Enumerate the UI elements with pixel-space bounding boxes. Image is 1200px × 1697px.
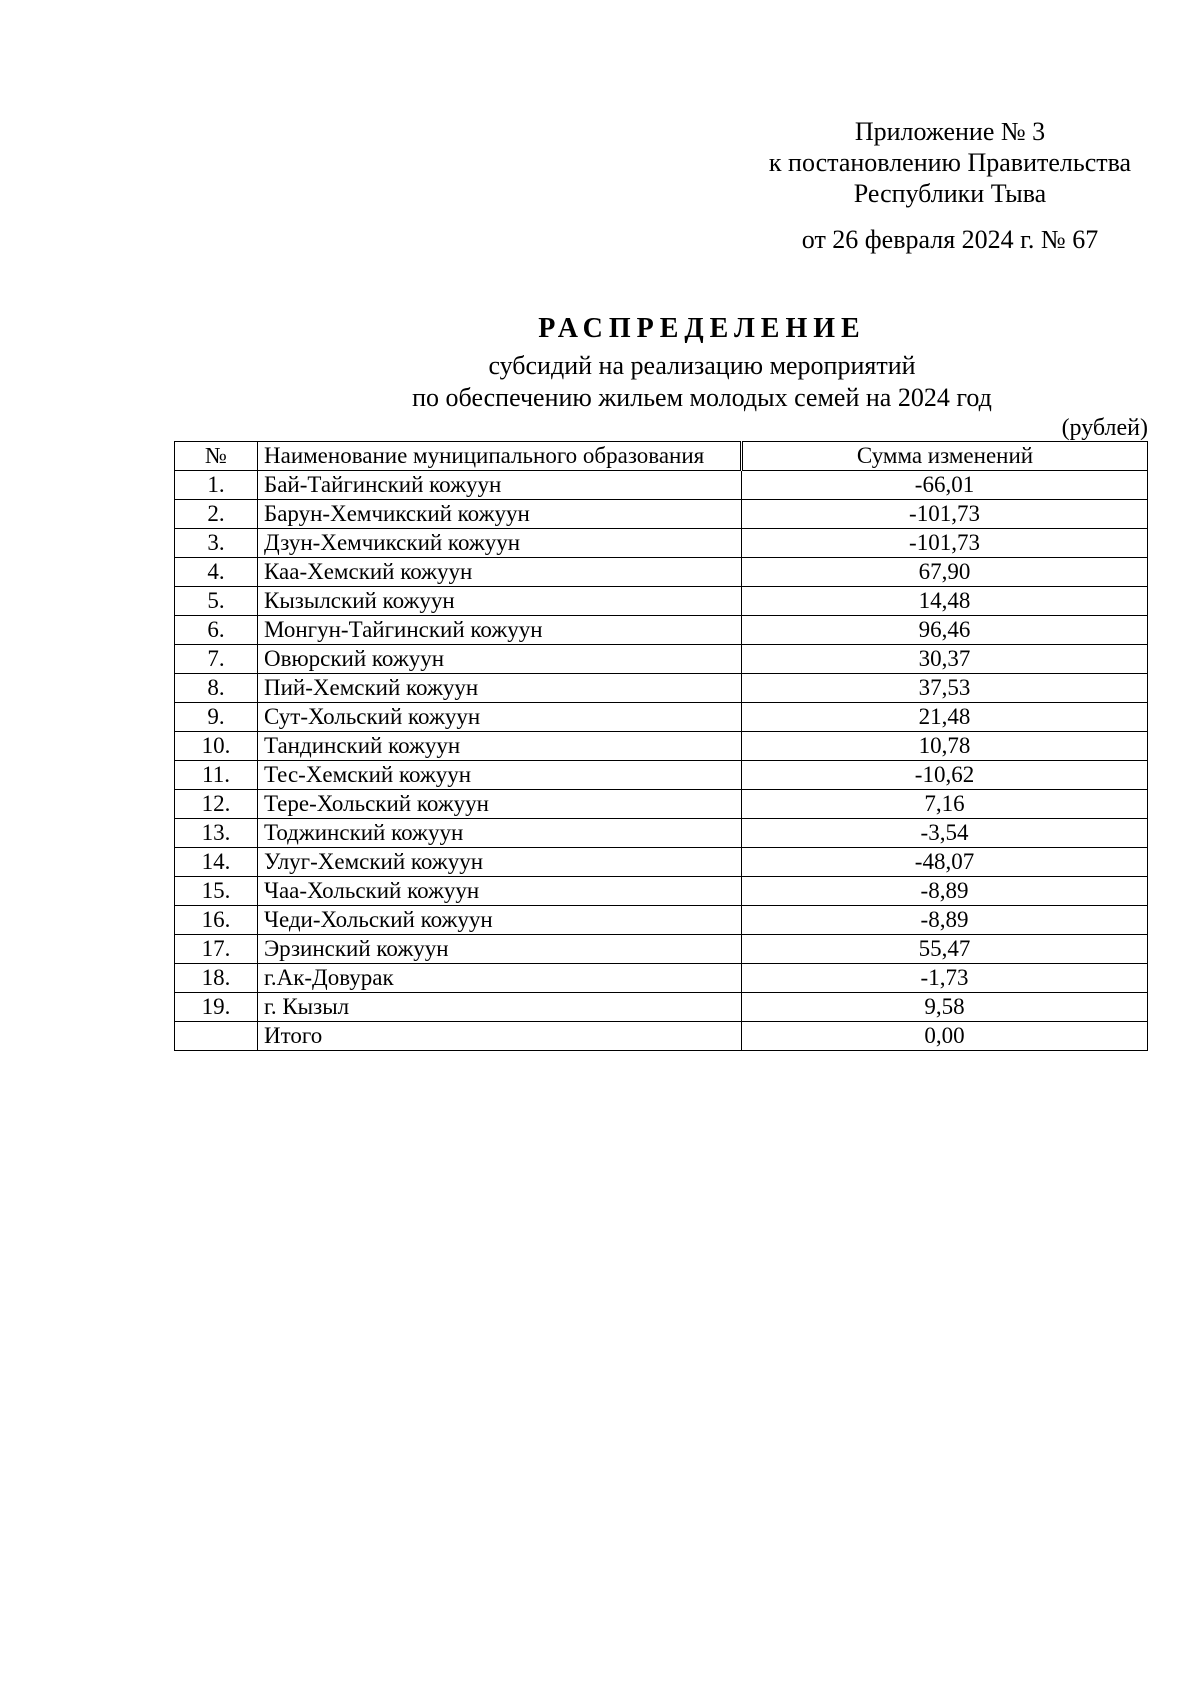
row-name: Кызылский кожуун xyxy=(258,587,742,616)
table-row xyxy=(175,529,1148,558)
table-row xyxy=(175,558,1148,587)
row-sum: 67,90 xyxy=(742,558,1148,587)
table-row xyxy=(175,935,1148,964)
row-sum: -8,89 xyxy=(742,906,1148,935)
table-header-row xyxy=(175,442,1148,471)
row-num: 13. xyxy=(175,819,258,848)
row-name: Дзун-Хемчикский кожуун xyxy=(258,529,742,558)
row-name: Пий-Хемский кожуун xyxy=(258,674,742,703)
units-label: (рублей) xyxy=(1061,415,1148,441)
table-total-row xyxy=(175,1022,1148,1051)
attachment-republic: Республики Тыва xyxy=(853,179,1047,208)
table-row xyxy=(175,761,1148,790)
row-sum: -48,07 xyxy=(742,848,1148,877)
row-sum: 9,58 xyxy=(742,993,1148,1022)
row-num: 6. xyxy=(175,616,258,645)
table-row xyxy=(175,500,1148,529)
table-row xyxy=(175,732,1148,761)
row-sum: -66,01 xyxy=(742,471,1148,500)
row-sum: -10,62 xyxy=(742,761,1148,790)
attachment-date: от 26 февраля 2024 г. № 67 xyxy=(801,225,1099,254)
header-num: № xyxy=(175,442,258,471)
row-sum: 96,46 xyxy=(742,616,1148,645)
row-num: 18. xyxy=(175,964,258,993)
total-sum: 0,00 xyxy=(742,1022,1148,1051)
row-sum: 55,47 xyxy=(742,935,1148,964)
row-name: Сут-Хольский кожуун xyxy=(258,703,742,732)
row-num: 15. xyxy=(175,877,258,906)
table-row xyxy=(175,645,1148,674)
row-name: Овюрский кожуун xyxy=(258,645,742,674)
total-label: Итого xyxy=(258,1022,742,1051)
row-num: 9. xyxy=(175,703,258,732)
table-row xyxy=(175,616,1148,645)
row-sum: 30,37 xyxy=(742,645,1148,674)
row-sum: 7,16 xyxy=(742,790,1148,819)
row-sum: 37,53 xyxy=(742,674,1148,703)
row-sum: 10,78 xyxy=(742,732,1148,761)
attachment-number: Приложение № 3 xyxy=(854,117,1046,146)
subtitle-line-2: по обеспечению жильем молодых семей на 2024 год xyxy=(412,383,992,412)
row-name: Чеди-Хольский кожуун xyxy=(258,906,742,935)
row-sum: -3,54 xyxy=(742,819,1148,848)
row-name: Барун-Хемчикский кожуун xyxy=(258,500,742,529)
row-name: Эрзинский кожуун xyxy=(258,935,742,964)
row-name: Монгун-Тайгинский кожуун xyxy=(258,616,742,645)
document-subtitle xyxy=(330,350,1074,414)
row-num: 12. xyxy=(175,790,258,819)
table-row xyxy=(175,906,1148,935)
row-num: 5. xyxy=(175,587,258,616)
row-num: 17. xyxy=(175,935,258,964)
row-name: Чаа-Хольский кожуун xyxy=(258,877,742,906)
document-title: РАСПРЕДЕЛЕНИЕ xyxy=(538,313,866,344)
table-row xyxy=(175,877,1148,906)
row-name: Тоджинский кожуун xyxy=(258,819,742,848)
table-row xyxy=(175,703,1148,732)
table-row xyxy=(175,993,1148,1022)
row-num: 4. xyxy=(175,558,258,587)
row-num: 7. xyxy=(175,645,258,674)
row-num: 3. xyxy=(175,529,258,558)
row-num: 2. xyxy=(175,500,258,529)
row-num: 16. xyxy=(175,906,258,935)
row-num: 19. xyxy=(175,993,258,1022)
table-row xyxy=(175,587,1148,616)
total-num xyxy=(175,1022,258,1051)
distribution-table xyxy=(174,441,1148,1051)
row-name: г.Ак-Довурак xyxy=(258,964,742,993)
table-row xyxy=(175,674,1148,703)
row-sum: -8,89 xyxy=(742,877,1148,906)
subtitle-line-1: субсидий на реализацию мероприятий xyxy=(488,351,916,380)
row-name: Улуг-Хемский кожуун xyxy=(258,848,742,877)
row-sum: -101,73 xyxy=(742,529,1148,558)
attachment-header xyxy=(740,116,1160,255)
row-num: 10. xyxy=(175,732,258,761)
row-sum: -101,73 xyxy=(742,500,1148,529)
row-name: Каа-Хемский кожуун xyxy=(258,558,742,587)
row-name: Тес-Хемский кожуун xyxy=(258,761,742,790)
row-sum: 14,48 xyxy=(742,587,1148,616)
header-name: Наименование муниципального образования xyxy=(258,442,742,471)
row-name: г. Кызыл xyxy=(258,993,742,1022)
row-num: 11. xyxy=(175,761,258,790)
row-num: 8. xyxy=(175,674,258,703)
table-row xyxy=(175,471,1148,500)
attachment-resolution: к постановлению Правительства xyxy=(768,148,1132,177)
table-row xyxy=(175,964,1148,993)
table-row xyxy=(175,848,1148,877)
header-sum: Сумма изменений xyxy=(742,442,1148,471)
table-row xyxy=(175,790,1148,819)
row-name: Тере-Хольский кожуун xyxy=(258,790,742,819)
row-sum: 21,48 xyxy=(742,703,1148,732)
table-row xyxy=(175,819,1148,848)
row-sum: -1,73 xyxy=(742,964,1148,993)
row-num: 14. xyxy=(175,848,258,877)
row-name: Бай-Тайгинский кожуун xyxy=(258,471,742,500)
row-name: Тандинский кожуун xyxy=(258,732,742,761)
row-num: 1. xyxy=(175,471,258,500)
